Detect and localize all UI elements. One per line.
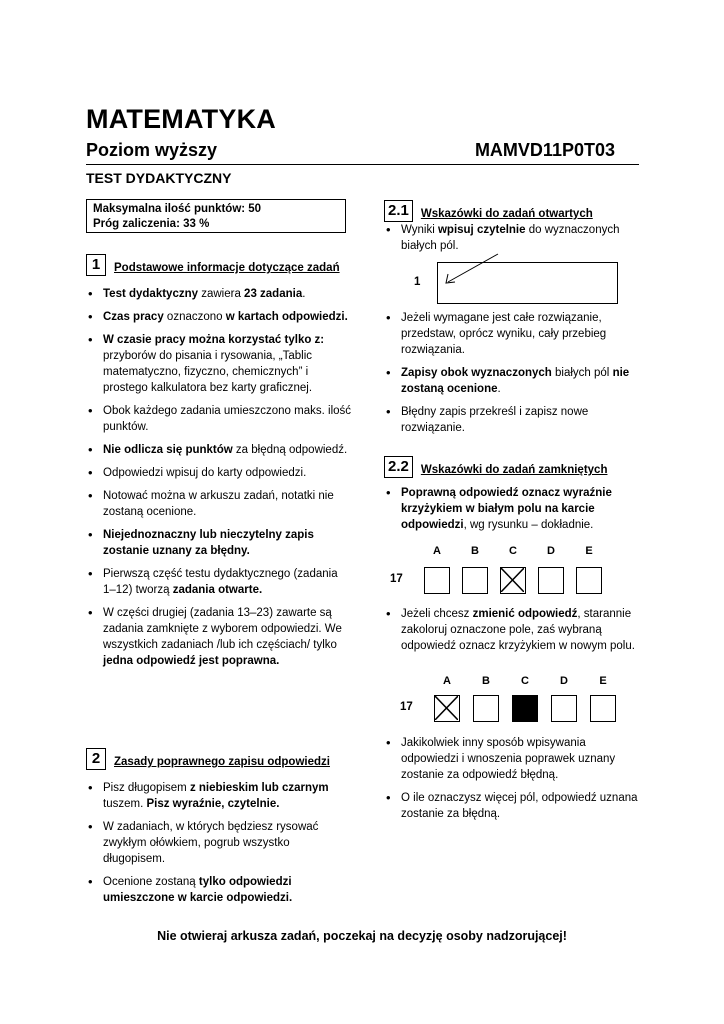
section-2-2-change: [385, 606, 645, 661]
answer-letter-c: C: [509, 545, 517, 557]
answer-row-number: 17: [390, 573, 403, 585]
list-item: • W czasie pracy można korzystać tylko z: przyborów do pisania i rysowania, „Tablic matematyczno, fizyczno, chemicznych” i prostego kalkulatora bez karty graficznej.: [87, 332, 352, 396]
answer-letter-c: C: [521, 675, 529, 687]
section-2-2-number: 2.2: [384, 456, 413, 478]
section-1-list: [87, 286, 352, 676]
document-title: MATEMATYKA: [86, 104, 276, 134]
list-item: • W części drugiej (zadania 13–23) zawarte są zadania zamknięte z wyborem odpowiedzi. We wszystkich zadaniach /lub ich częściach/ tylko jedna odpowiedź jest poprawna.: [87, 605, 352, 669]
answer-cell-c-crossed: [500, 567, 526, 594]
footer-notice: Nie otwieraj arkusza zadań, poczekaj na decyzję osoby nadzorującej!: [157, 929, 567, 943]
section-2-heading: [86, 748, 330, 770]
example-answer-field: [437, 262, 618, 304]
answer-cell-a-crossed: [434, 695, 460, 722]
answer-cell-b: [462, 567, 488, 594]
list-item: • Pierwszą część testu dydaktycznego (zadania 1–12) tworzą zadania otwarte.: [87, 566, 352, 598]
answer-cell-b: [473, 695, 499, 722]
list-item: • Czas pracy oznaczono w kartach odpowiedzi.: [87, 309, 352, 325]
list-item: • Jeżeli wymagane jest całe rozwiązanie, przedstaw, oprócz wyniku, cały przebieg rozwiązania.: [385, 310, 645, 358]
section-2-1-list: [385, 310, 645, 443]
list-item: • Notować można w arkuszu zadań, notatki nie zostaną ocenione.: [87, 488, 352, 520]
answer-letter-b: B: [482, 675, 490, 687]
answer-letter-d: D: [560, 675, 568, 687]
cross-mark-icon: [501, 568, 524, 592]
answer-letter-b: B: [471, 545, 479, 557]
example-grid-changed: [400, 675, 630, 725]
answer-letter-d: D: [547, 545, 555, 557]
list-item: • W zadaniach, w których będziesz rysować zwykłym ołówkiem, pogrub wszystko długopisem.: [87, 819, 352, 867]
list-item: • Błędny zapis przekreśl i zapisz nowe rozwiązanie.: [385, 404, 645, 436]
answer-row-number: 17: [400, 701, 413, 713]
max-points: Maksymalna ilość punktów: 50: [93, 203, 262, 215]
section-2-number: 2: [86, 748, 106, 770]
list-item: • Jeżeli chcesz zmienić odpowiedź, starannie zakoloruj oznaczone pole, zaś wybraną odpowiedź oznacz krzyżykiem w nowym polu.: [385, 606, 645, 654]
section-2-1-heading: [384, 200, 593, 222]
section-1-title: Podstawowe informacje dotyczące zadań: [114, 262, 340, 274]
list-item: • O ile oznaczysz więcej pól, odpowiedź uznana zostanie za błędną.: [385, 790, 645, 822]
list-item: • Poprawną odpowiedź oznacz wyraźnie krzyżykiem w białym polu na karcie odpowiedzi, wg rysunku – dokładnie.: [385, 485, 645, 533]
answer-letter-a: A: [443, 675, 451, 687]
list-item: • Jakikolwiek inny sposób wpisywania odpowiedzi i wnoszenia poprawek uznany zostanie za odpowiedź błędną.: [385, 735, 645, 783]
section-2-list: [87, 780, 352, 913]
section-1-heading: [86, 254, 340, 276]
header-row: [86, 140, 639, 165]
answer-letter-a: A: [433, 545, 441, 557]
list-item: • Obok każdego zadania umieszczono maks. ilość punktów.: [87, 403, 352, 435]
example-answer-number: 1: [414, 276, 421, 288]
example-grid-correct: [390, 545, 620, 595]
section-2-1-intro: [385, 222, 645, 261]
level-label: Poziom wyższy: [86, 140, 218, 160]
list-item: • Nie odlicza się punktów za błędną odpowiedź.: [87, 442, 352, 458]
cross-mark-icon: [435, 696, 458, 720]
section-2-title: Zasady poprawnego zapisu odpowiedzi: [114, 756, 330, 768]
list-item: • Odpowiedzi wpisuj do karty odpowiedzi.: [87, 465, 352, 481]
list-item: • Ocenione zostaną tylko odpowiedzi umieszczone w karcie odpowiedzi.: [87, 874, 352, 906]
answer-cell-e: [576, 567, 602, 594]
answer-cell-d: [538, 567, 564, 594]
list-item: • Pisz długopisem z niebieskim lub czarnym tuszem. Pisz wyraźnie, czytelnie.: [87, 780, 352, 812]
list-item: • Test dydaktyczny zawiera 23 zadania.: [87, 286, 352, 302]
section-2-1-number: 2.1: [384, 200, 413, 222]
list-item: • Niejednoznaczny lub nieczytelny zapis zostanie uznany za błędny.: [87, 527, 352, 559]
points-box: [86, 199, 346, 233]
section-2-2-intro: [385, 485, 645, 540]
section-2-2-list: [385, 735, 645, 829]
pass-threshold: Próg zaliczenia: 33 %: [93, 218, 210, 230]
answer-letter-e: E: [585, 545, 593, 557]
list-item: • Zapisy obok wyznaczonych białych pól nie zostaną ocenione.: [385, 365, 645, 397]
answer-cell-a: [424, 567, 450, 594]
section-1-number: 1: [86, 254, 106, 276]
test-code: MAMVD11P0T03: [474, 140, 615, 160]
answer-letter-e: E: [599, 675, 607, 687]
answer-cell-e: [590, 695, 616, 722]
section-2-2-heading: [384, 456, 607, 478]
answer-cell-d: [551, 695, 577, 722]
answer-cell-c-filled: [512, 695, 538, 722]
document-subtitle: TEST DYDAKTYCZNY: [86, 170, 232, 186]
list-item: • Wyniki wpisuj czytelnie do wyznaczonych białych pól.: [385, 222, 645, 254]
section-2-1-title: Wskazówki do zadań otwartych: [420, 208, 593, 220]
section-2-2-title: Wskazówki do zadań zamkniętych: [420, 464, 608, 476]
